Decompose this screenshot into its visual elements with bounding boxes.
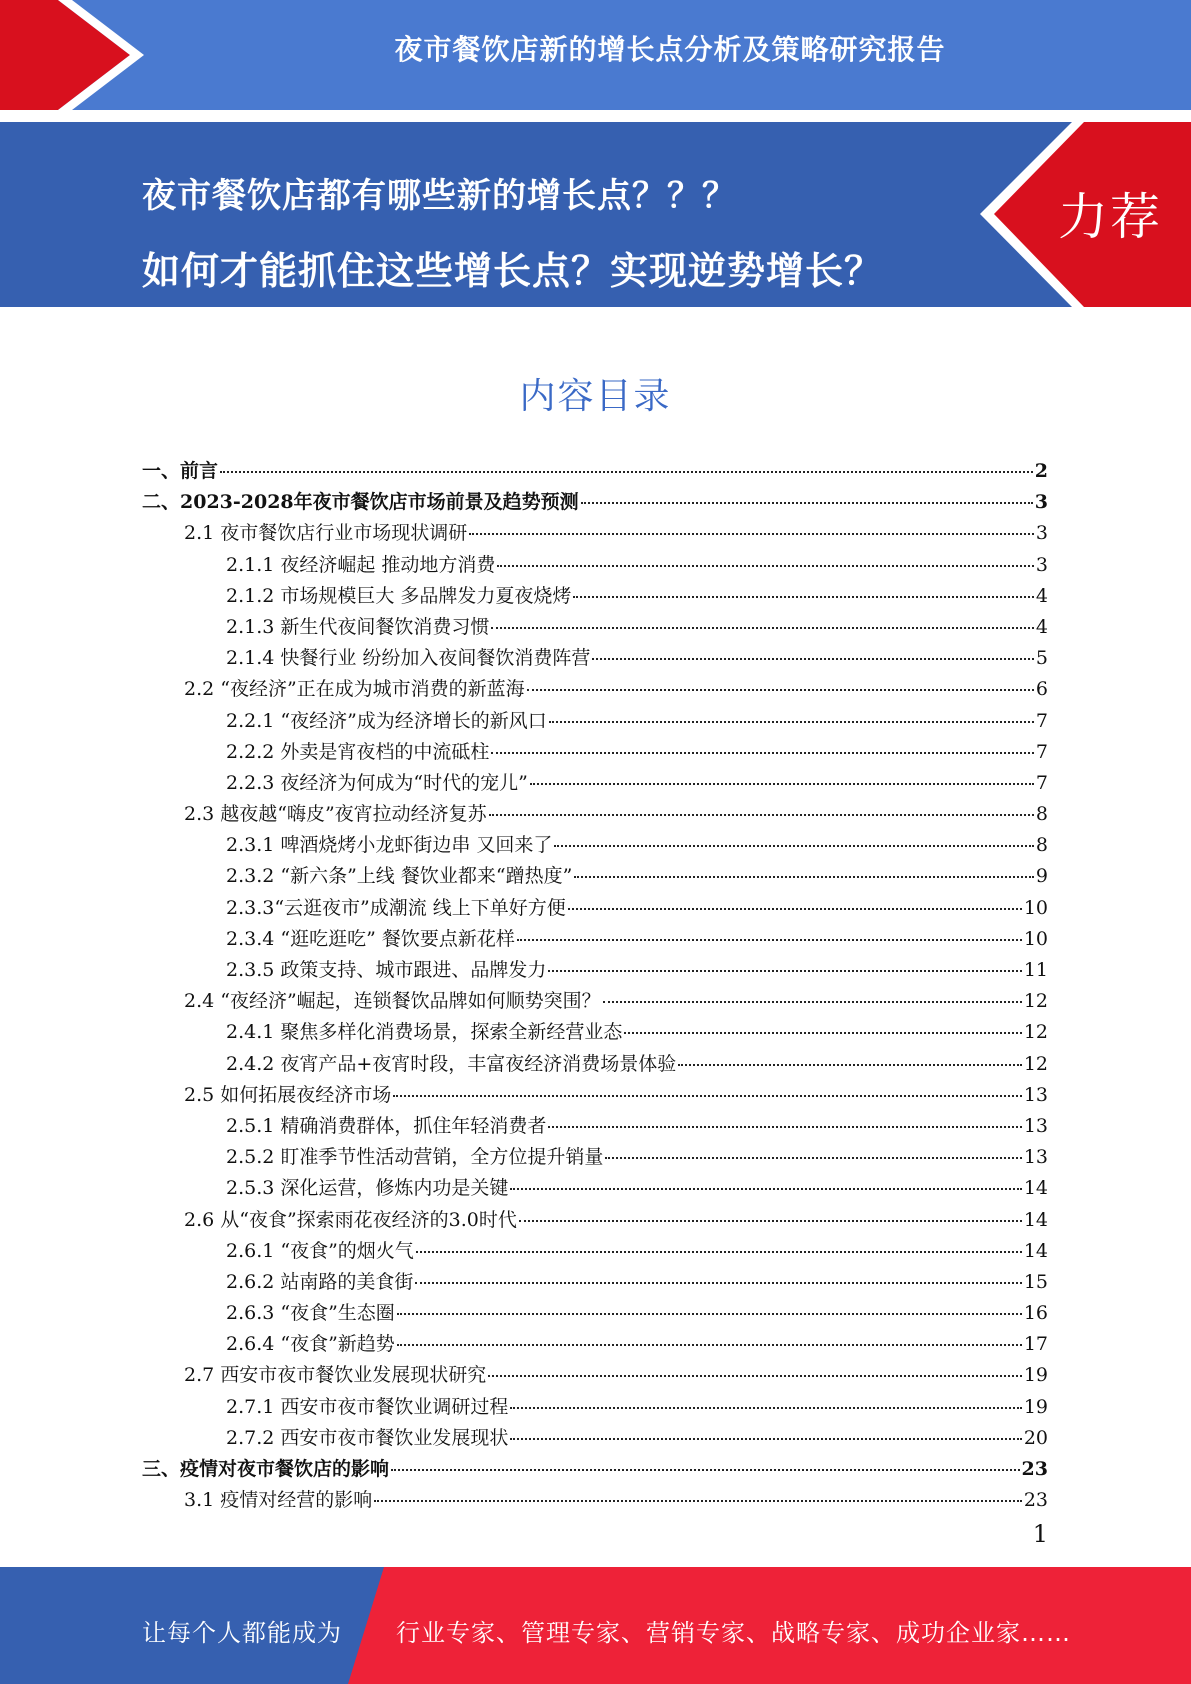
- toc-leader: [605, 1157, 1021, 1159]
- toc-entry[interactable]: [142, 674, 1048, 705]
- toc-leader: [624, 1032, 1021, 1034]
- toc-entry[interactable]: [142, 1392, 1048, 1423]
- toc-leader: [397, 1313, 1022, 1315]
- toc-entry[interactable]: [142, 1173, 1048, 1204]
- toc-entry-title: 2.3.5 政策支持、城市跟进、品牌发力: [226, 959, 547, 981]
- toc-entry-title: 2.4.1 聚焦多样化消费场景，探索全新经营业态: [226, 1021, 623, 1044]
- toc-entry-title: 2.6 从“夜食”探索雨花夜经济的3.0时代: [184, 1208, 517, 1231]
- toc-entry-page: 16: [1023, 1302, 1048, 1325]
- toc-entry-page: 8: [1035, 834, 1048, 857]
- toc-leader: [574, 876, 1034, 878]
- toc-leader: [391, 1469, 1020, 1471]
- toc-entry-page: 9: [1035, 865, 1048, 888]
- toc-entry-title: 二、2023-2028年夜市餐饮店市场前景及趋势预测: [142, 491, 579, 514]
- toc-entry-title: 2.3.1 啤酒烧烤小龙虾街边串 又回来了: [226, 834, 553, 857]
- red-arrow-icon: [0, 0, 160, 110]
- toc-entry-title: 2.6.1 “夜食”的烟火气: [226, 1239, 414, 1262]
- toc-leader: [489, 814, 1034, 816]
- toc-entry[interactable]: [142, 550, 1048, 581]
- toc-leader: [393, 1095, 1022, 1097]
- page-number: 1: [1032, 1520, 1048, 1548]
- toc-entry-page: 13: [1023, 1083, 1048, 1106]
- toc-entry-title: 3.1 疫情对经营的影响: [184, 1489, 373, 1512]
- toc-entry-page: 6: [1035, 678, 1048, 701]
- toc-entry-page: 5: [1035, 647, 1048, 670]
- toc-entry[interactable]: [142, 1205, 1048, 1236]
- toc-entry[interactable]: [142, 612, 1048, 643]
- toc-entry-title: 2.5.3 深化运营，修炼内功是关键: [226, 1177, 509, 1200]
- toc-entry-page: 14: [1023, 1208, 1048, 1231]
- toc-entry-title: 2.7 西安市夜市餐饮业发展现状研究: [184, 1364, 487, 1387]
- toc-entry-title: 2.2.3 夜经济为何成为“时代的宠儿”: [226, 771, 528, 794]
- toc-leader: [548, 1126, 1021, 1128]
- hero-question-2: 如何才能抓住这些增长点？实现逆势增长？: [142, 249, 884, 293]
- toc-entry[interactable]: [142, 768, 1048, 799]
- toc-entry[interactable]: [142, 893, 1048, 924]
- toc-entry[interactable]: [142, 1423, 1048, 1454]
- toc-entry-title: 2.3.2 “新六条”上线 餐饮业都来“蹭热度”: [226, 865, 573, 888]
- divider-band: [0, 110, 1191, 122]
- toc-entry[interactable]: [142, 924, 1048, 955]
- footer-slogan-left: 让每个人都能成为: [142, 1619, 342, 1647]
- toc-entry-title: 2.1 夜市餐饮店行业市场现状调研: [184, 522, 468, 545]
- toc-entry-title: 2.2 “夜经济”正在成为城市消费的新蓝海: [184, 678, 525, 701]
- toc-entry[interactable]: [142, 1049, 1048, 1080]
- toc-entry-page: 4: [1035, 615, 1048, 638]
- toc-entry-title: 2.7.2 西安市夜市餐饮业发展现状: [226, 1426, 509, 1449]
- toc-entry-page: 13: [1023, 1114, 1048, 1137]
- hero-banner: [0, 122, 1191, 307]
- toc-entry-page: 14: [1023, 1177, 1048, 1200]
- toc-entry-title: 2.1.3 新生代夜间餐饮消费习惯: [226, 615, 490, 638]
- toc-entry[interactable]: [142, 706, 1048, 737]
- toc-leader: [519, 1220, 1022, 1222]
- toc-entry-title: 一、前言: [142, 460, 219, 482]
- toc-leader: [510, 1407, 1021, 1409]
- toc-entry-title: 2.5 如何拓展夜经济市场: [184, 1083, 392, 1106]
- toc-entry-page: 7: [1035, 740, 1048, 763]
- toc-entry-title: 2.1.1 夜经济崛起 推动地方消费: [226, 553, 496, 576]
- toc-leader: [549, 721, 1034, 723]
- toc-entry-title: 三、疫情对夜市餐饮店的影响: [142, 1458, 390, 1480]
- toc-entry[interactable]: [142, 1485, 1048, 1516]
- toc-leader: [573, 596, 1033, 598]
- table-of-contents: [142, 456, 1048, 1516]
- toc-entry[interactable]: [142, 1298, 1048, 1329]
- toc-entry[interactable]: [142, 830, 1048, 861]
- toc-entry-page: 10: [1023, 896, 1048, 919]
- toc-leader: [220, 471, 1033, 473]
- toc-entry-page: 10: [1023, 927, 1048, 950]
- toc-entry[interactable]: [142, 1111, 1048, 1142]
- toc-entry-page: 19: [1023, 1395, 1048, 1418]
- toc-entry-title: 2.3.4 “逛吃逛吃” 餐饮要点新花样: [226, 927, 515, 950]
- footer-slogan-right: 行业专家、管理专家、营销专家、战略专家、成功企业家……: [396, 1619, 1071, 1647]
- toc-leader: [517, 939, 1022, 941]
- toc-leader: [415, 1282, 1021, 1284]
- toc-leader: [374, 1500, 1022, 1502]
- toc-entry-page: 3: [1035, 522, 1048, 545]
- toc-entry-title: 2.5.1 精确消费群体，抓住年轻消费者: [226, 1114, 547, 1137]
- toc-entry-page: 13: [1023, 1146, 1048, 1169]
- toc-entry-page: 4: [1035, 584, 1048, 607]
- toc-leader: [491, 752, 1034, 754]
- toc-entry[interactable]: [142, 487, 1048, 518]
- toc-entry-page: 17: [1023, 1333, 1048, 1356]
- toc-entry-page: 8: [1035, 803, 1048, 826]
- toc-entry-title: 2.4.2 夜宵产品+夜宵时段，丰富夜经济消费场景体验: [226, 1052, 677, 1075]
- toc-entry-page: 3: [1034, 491, 1048, 514]
- toc-entry-title: 2.5.2 盯准季节性活动营销，全方位提升销量: [226, 1146, 604, 1169]
- toc-entry-title: 2.3.3“云逛夜市”成潮流 线上下单好方便: [226, 896, 566, 919]
- toc-entry-title: 2.6.4 “夜食”新趋势: [226, 1333, 395, 1356]
- toc-leader: [469, 533, 1034, 535]
- toc-entry[interactable]: [142, 737, 1048, 768]
- toc-entry[interactable]: [142, 799, 1048, 830]
- toc-entry-title: 2.6.3 “夜食”生态圈: [226, 1302, 395, 1325]
- toc-leader: [397, 1344, 1022, 1346]
- toc-entry-title: 2.6.2 站南路的美食街: [226, 1270, 414, 1293]
- toc-leader: [497, 565, 1033, 567]
- toc-entry-page: 23: [1021, 1458, 1048, 1480]
- toc-leader: [530, 783, 1034, 785]
- toc-entry[interactable]: [142, 955, 1048, 986]
- toc-leader: [510, 1438, 1021, 1440]
- toc-entry[interactable]: [142, 456, 1048, 487]
- toc-entry-page: 12: [1023, 990, 1048, 1013]
- toc-leader: [488, 1375, 1022, 1377]
- toc-leader: [554, 845, 1033, 847]
- toc-entry-title: 2.4 “夜经济”崛起，连锁餐饮品牌如何顺势突围？: [184, 990, 601, 1013]
- toc-leader: [527, 689, 1034, 691]
- toc-leader: [548, 970, 1021, 972]
- toc-entry-page: 2: [1034, 460, 1048, 482]
- toc-entry[interactable]: [142, 861, 1048, 892]
- toc-entry[interactable]: [142, 1329, 1048, 1360]
- toc-entry[interactable]: [142, 1360, 1048, 1391]
- toc-entry-title: 2.1.2 市场规模巨大 多品牌发力夏夜烧烤: [226, 584, 572, 607]
- toc-leader: [510, 1188, 1021, 1190]
- toc-leader: [603, 1001, 1022, 1003]
- top-banner: [0, 0, 1191, 110]
- toc-entry-page: 12: [1023, 1021, 1048, 1044]
- toc-entry-page: 11: [1023, 959, 1048, 981]
- toc-leader: [416, 1251, 1022, 1253]
- toc-entry-page: 7: [1035, 709, 1048, 732]
- toc-entry-title: 2.2.1 “夜经济”成为经济增长的新风口: [226, 709, 547, 732]
- toc-entry-page: 20: [1023, 1426, 1048, 1449]
- toc-leader: [592, 658, 1033, 660]
- toc-entry[interactable]: [142, 1454, 1048, 1485]
- toc-leader: [581, 502, 1033, 504]
- toc-entry[interactable]: [142, 986, 1048, 1017]
- toc-entry-page: 23: [1023, 1489, 1048, 1512]
- hero-question-1: 夜市餐饮店都有哪些新的增长点？？？: [142, 176, 737, 216]
- toc-entry-page: 3: [1035, 553, 1048, 576]
- toc-entry[interactable]: [142, 643, 1048, 674]
- report-title: 夜市餐饮店新的增长点分析及策略研究报告: [394, 33, 946, 66]
- toc-entry[interactable]: [142, 1080, 1048, 1111]
- toc-entry-page: 14: [1023, 1239, 1048, 1262]
- toc-entry-page: 12: [1023, 1052, 1048, 1075]
- toc-entry[interactable]: [142, 1267, 1048, 1298]
- toc-entry[interactable]: [142, 581, 1048, 612]
- toc-entry-title: 2.3 越夜越“嗨皮”夜宵拉动经济复苏: [184, 803, 487, 826]
- toc-entry[interactable]: [142, 1017, 1048, 1048]
- toc-entry-title: 2.7.1 西安市夜市餐饮业调研过程: [226, 1395, 509, 1418]
- toc-entry[interactable]: [142, 1142, 1048, 1173]
- toc-leader: [568, 908, 1022, 910]
- toc-heading: 内容目录: [519, 376, 672, 417]
- toc-entry-page: 19: [1023, 1364, 1048, 1387]
- toc-entry-title: 2.1.4 快餐行业 纷纷加入夜间餐饮消费阵营: [226, 647, 591, 670]
- toc-leader: [678, 1064, 1022, 1066]
- toc-entry-title: 2.2.2 外卖是宵夜档的中流砥柱: [226, 740, 490, 763]
- toc-entry[interactable]: [142, 518, 1048, 549]
- toc-leader: [491, 627, 1034, 629]
- toc-entry-page: 15: [1023, 1270, 1048, 1293]
- toc-entry-page: 7: [1035, 771, 1048, 794]
- toc-entry[interactable]: [142, 1236, 1048, 1267]
- recommend-badge: 力荐: [1058, 188, 1162, 246]
